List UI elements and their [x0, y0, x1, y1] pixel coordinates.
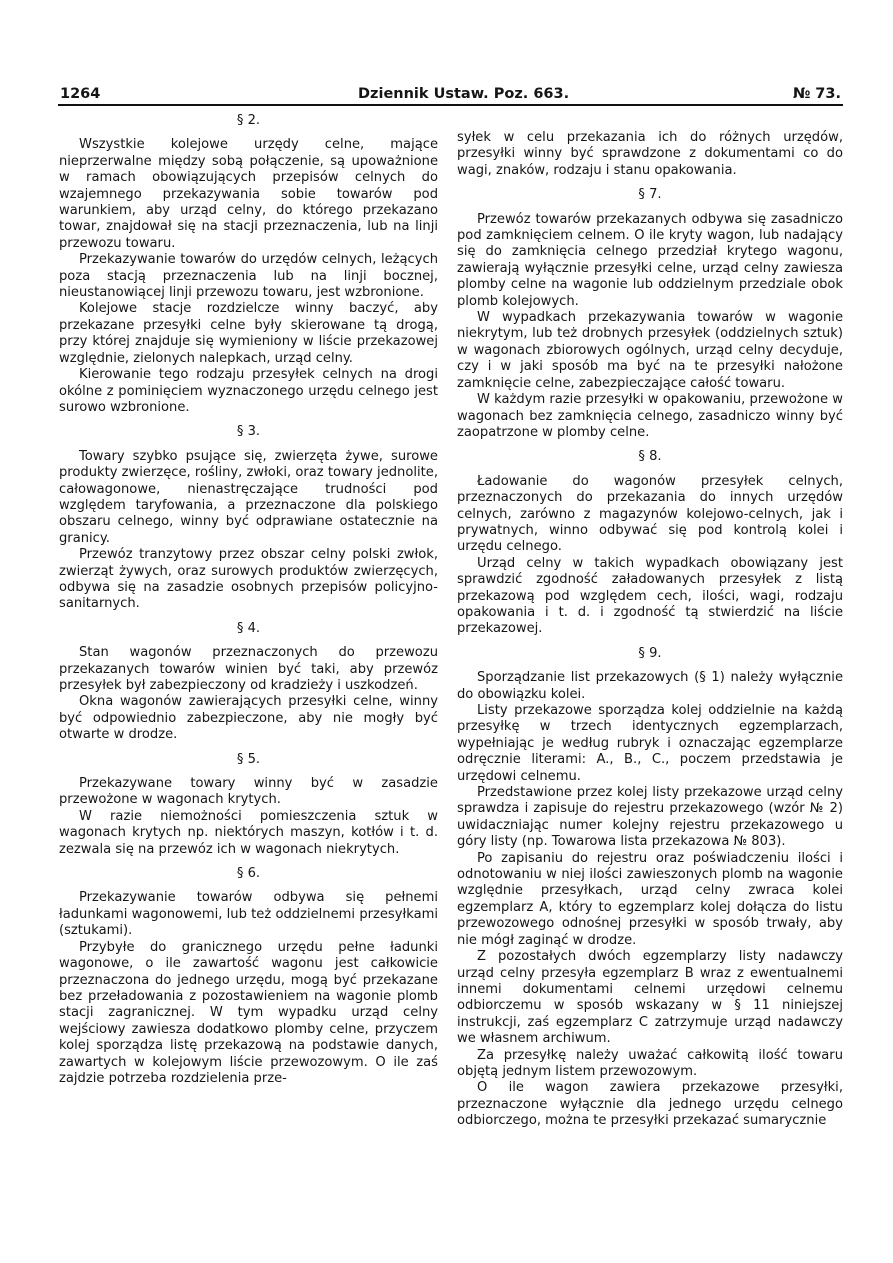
section-heading-9: § 9.	[638, 645, 662, 661]
paragraph: Ładowanie do wagonów przesyłek celnych, przeznaczonych do przekazania do innych urzędów celnych, zarówno z magazynów kolejowo-celnych, jak i prywatnych, winno odbywać się pod kontrolą kolei i urzędu celnego.	[457, 473, 843, 555]
paragraph: W każdym razie przesyłki w opakowaniu, przewożone w wagonach bez zamknięcia celnego, zasadniczo winny być zaopatrzone w plomby celne.	[457, 392, 843, 440]
left-column	[59, 113, 438, 1087]
section-heading-5: § 5.	[236, 751, 261, 767]
paragraph: W razie niemożności pomieszczenia sztuk w wagonach krytych np. niektórych maszyn, kotłów i t. d. zezwala się na przewóz ich w wagonach niekrytych.	[59, 808, 438, 857]
paragraph: Z pozostałych dwóch egzemplarzy listy nadawczy urząd celny przesyła egzemplarz B wraz z ewentualnemi innemi dokumentami celnemi urzędowi celnemu odbiorczemu w sposób wskazany w § 11 niniejszej instrukcji, zaś egzemplarz C zatrzymuje urząd nadawczy we własnem archiwum.	[457, 949, 843, 1047]
paragraph: W wypadkach przekazywania towarów w wagonie niekrytym, lub też drobnych przesyłek (oddzielnych sztuk) w wagonach zbiorowych ogólnych, urząd celny decyduje, czy i w jaki sposób ma być na te przesyłki nałożone zamknięcie celne, zabezpieczające całość towaru.	[457, 310, 843, 391]
paragraph: Przekazywane towary winny być w zasadzie przewożone w wagonach krytych.	[59, 776, 438, 808]
paragraph: O ile wagon zawiera przekazowe przesyłki, przeznaczone wyłącznie dla jednego urzędu celnego odbiorczego, można te przesyłki przekazać sumarycznie	[457, 1080, 843, 1129]
header-rule	[58, 104, 843, 106]
paragraph: Przekazywanie towarów do urzędów celnych, leżących poza stacją przeznaczenia lub na linji bocznej, nieustanowiącej linji przewozu towaru, jest wzbronione.	[59, 252, 438, 301]
paragraph: Wszystkie kolejowe urzędy celne, mające nieprzerwalne między sobą połączenie, są upoważnione w ramach obowiązujących przepisów celnych do wzajemnego przekazywania sobie towarów pod warunkiem, aby urząd celny, do którego przekazano towar, znajdował się na stacji przeznaczenia, lub na linji przewozu towaru.	[59, 137, 438, 251]
paragraph: Okna wagonów zawierających przesyłki celne, winny być odpowiednio zabezpieczone, aby nie mogły być otwarte w drodze.	[59, 694, 438, 743]
paragraph: Kolejowe stacje rozdzielcze winny baczyć, aby przekazane przesyłki celne były skierowane tą drogą, przy której znajduje się wymieniony w liście przekazowej względnie, zielonych nalepkach, urząd celny.	[59, 301, 438, 366]
section-heading-6: § 6.	[236, 866, 261, 882]
paragraph: Listy przekazowe sporządza kolej oddzielnie na każdą przesyłkę w trzech identycznych egzemplarzach, wypełniając je według rubryk i oznaczając egzemplarze odręcznie literami: A., B., C., poczem przedstawia je urzędowi celnemu.	[457, 703, 843, 784]
paragraph: Kierowanie tego rodzaju przesyłek celnych na drogi okólne z pominięciem wyznaczonego urzędu celnego jest surowo wzbronione.	[59, 367, 438, 415]
right-column	[457, 130, 843, 1130]
paragraph: Urząd celny w takich wypadkach obowiązany jest sprawdzić zgodność załadowanych przesyłek z listą przekazową pod względem cech, ilości, wagi, rodzaju opakowania i t. d. i zgodność tą stwierdzić na liście przekazowej.	[457, 555, 843, 637]
journal-title: Dziennik Ustaw. Poz. 663.	[358, 86, 570, 102]
section-heading-7: § 7.	[638, 187, 662, 203]
section-heading-2: § 2.	[236, 113, 261, 128]
paragraph: Sporządzanie list przekazowych (§ 1) należy wyłącznie do obowiązku kolei.	[457, 670, 843, 702]
paragraph: Za przesyłkę należy uważać całkowitą ilość towaru objętą jednym listem przewozowym.	[457, 1047, 843, 1079]
paragraph: Towary szybko psujące się, zwierzęta żywe, surowe produkty zwierzęce, rośliny, zwłoki, oraz towary jednolite, całowagonowe, nienastręczające trudności pod względem taryfowania, a przeznaczone dla polskiego obszaru celnego, winny być odprawiane ostatecznie na granicy.	[59, 448, 438, 546]
section-heading-8: § 8.	[638, 449, 662, 465]
paragraph: Przekazywanie towarów odbywa się pełnemi ładunkami wagonowemi, lub też oddzielnemi przesyłkami (sztukami).	[59, 890, 438, 939]
paragraph: Przewóz towarów przekazanych odbywa się zasadniczo pod zamknięciem celnem. O ile kryty wagon, lub nadający się do zamknięcia celnego przedział krytego wagonu, zawierają wyłącznie przesyłki celne, urząd celny zawiesza plomby celne na wagonie lub oddzielnym przedziale obok plomb kolejowych.	[457, 211, 843, 309]
page-number: 1264	[60, 86, 101, 102]
section-heading-4: § 4.	[236, 620, 261, 636]
paragraph: Po zapisaniu do rejestru oraz poświadczeniu ilości i odnotowaniu w niej ilości zawieszonych plomb na wagonie względnie przesyłkach, urząd celny zwraca kolei egzemplarz A, który to egzemplarz kolej dołącza do listu przewozowego odnośnej przesyłki w sposób trwały, aby nie mógł zaginąć w drodze.	[457, 850, 843, 948]
paragraph: Przedstawione przez kolej listy przekazowe urząd celny sprawdza i zapisuje do rejestru przekazowego (wzór № 2) uwidaczniając numer kolejny rejestru przekazowego u góry listy (np. Towarowa lista przekazowa № 803).	[457, 785, 843, 850]
paragraph: Stan wagonów przeznaczonych do przewozu przekazanych towarów winien być taki, aby przewóz przesyłek był zabezpieczony od kradzieży i uszkodzeń.	[59, 645, 438, 693]
paragraph: Przewóz tranzytowy przez obszar celny polski zwłok, zwierząt żywych, oraz surowych produktów zwierzęcych, odbywa się na zasadzie osobnych przepisów policyjno-sanitarnych.	[59, 547, 438, 612]
paragraph: Przybyłe do granicznego urzędu pełne ładunki wagonowe, o ile zawartość wagonu jest całkowicie przeznaczona do jednego urzędu, mogą być przekazane bez przeładowania z pozostawieniem na wagonie plomb stacji zagranicznej. W tym wypadku urząd celny wejściowy zawiesza dodatkowo plomby celne, przyczem kolej sporządza listę przekazową na podstawie danych, zawartych w kolejowym liście przewozowym. O ile zaś zajdzie potrzeba rozdzielenia prze-	[59, 939, 438, 1086]
page-header	[58, 80, 843, 106]
section-heading-3: § 3.	[236, 424, 261, 440]
issue-number: № 73.	[792, 86, 841, 102]
paragraph-continuation: syłek w celu przekazania ich do różnych urzędów, przesyłki winny być sprawdzone z dokumentami co do wagi, znaków, rodzaju i stanu opakowania.	[457, 130, 843, 178]
